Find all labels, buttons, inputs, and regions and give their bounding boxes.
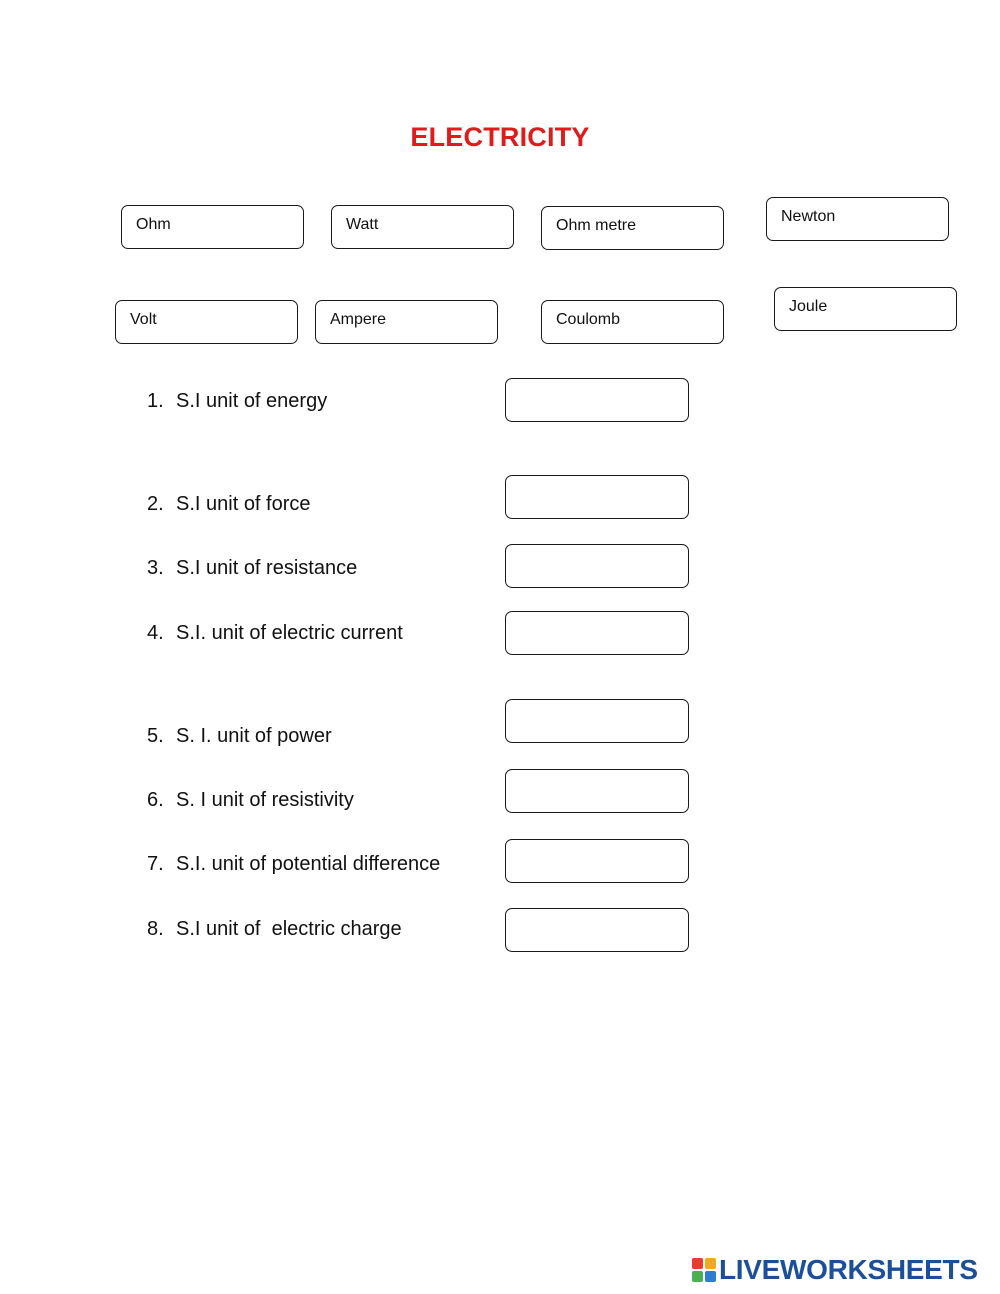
question-number: 4. (147, 622, 164, 644)
question-3 (147, 557, 357, 580)
question-number: 6. (147, 789, 164, 811)
logo-square-2 (705, 1258, 716, 1269)
question-number: 1. (147, 390, 164, 412)
brand-name: LIVEWORKSHEETS (719, 1254, 978, 1285)
answer-drop-box-8[interactable] (505, 908, 689, 952)
answer-drop-box-3[interactable] (505, 544, 689, 588)
answer-drop-box-7[interactable] (505, 839, 689, 883)
answer-drop-box-2[interactable] (505, 475, 689, 519)
question-2 (147, 493, 311, 516)
liveworksheets-logo (692, 1253, 978, 1287)
question-7 (147, 853, 440, 876)
word-chip-volt[interactable]: Volt (115, 300, 298, 344)
question-5 (147, 725, 332, 748)
question-text: S. I unit of resistivity (176, 789, 354, 811)
question-number: 7. (147, 853, 164, 875)
answer-drop-box-6[interactable] (505, 769, 689, 813)
word-chip-ampere[interactable]: Ampere (315, 300, 498, 344)
word-chip-ohm-metre[interactable]: Ohm metre (541, 206, 724, 250)
word-chip-newton[interactable]: Newton (766, 197, 949, 241)
question-text: S.I unit of energy (176, 390, 328, 412)
answer-drop-box-1[interactable] (505, 378, 689, 422)
question-text: S.I unit of force (176, 493, 311, 515)
question-8 (147, 918, 402, 941)
word-chip-coulomb[interactable]: Coulomb (541, 300, 724, 344)
question-text: S.I. unit of electric current (176, 622, 403, 644)
question-number: 8. (147, 918, 164, 940)
liveworksheets-logo-icon (692, 1258, 716, 1282)
word-chip-watt[interactable]: Watt (331, 205, 514, 249)
page-title: ELECTRICITY (410, 122, 590, 152)
question-1 (147, 390, 327, 413)
question-4 (147, 622, 403, 645)
answer-drop-box-4[interactable] (505, 611, 689, 655)
word-chip-joule[interactable]: Joule (774, 287, 957, 331)
logo-square-1 (692, 1258, 703, 1269)
logo-square-4 (705, 1271, 716, 1282)
word-chip-ohm[interactable]: Ohm (121, 205, 304, 249)
question-6 (147, 789, 354, 812)
question-text: S.I. unit of potential difference (176, 853, 441, 875)
question-number: 5. (147, 725, 164, 747)
answer-drop-box-5[interactable] (505, 699, 689, 743)
logo-square-3 (692, 1271, 703, 1282)
question-text: S.I unit of resistance (176, 557, 358, 579)
question-text: S. I. unit of power (176, 725, 332, 747)
question-text: S.I unit of electric charge (176, 918, 402, 940)
question-number: 3. (147, 557, 164, 579)
question-number: 2. (147, 493, 164, 515)
